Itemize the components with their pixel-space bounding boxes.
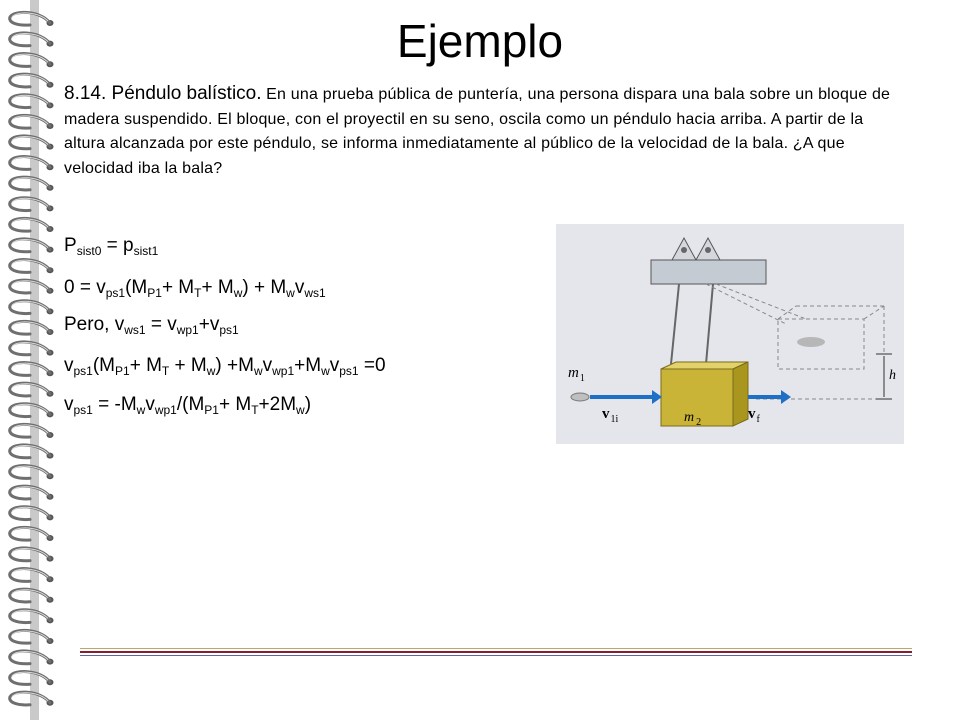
equation-subscript: ps1: [219, 323, 239, 337]
equation-subscript: ws1: [124, 323, 146, 337]
initial-velocity-label: $v_{1i}$: [602, 406, 619, 425]
equation-text: + M: [129, 355, 162, 376]
problem-statement: [64, 82, 909, 181]
bullet: [571, 393, 589, 401]
problem-body: En una prueba pública de puntería, una persona dispara una bala sobre un bloque de madera suspendido. El bloque, con el proyectil en su seno, oscila como un péndulo hacia arriba. A partir de la altura alcanzada por este péndulo, se informa inmediatamente al público de la velocidad de la bala. ¿A que velocidad iba la bala?: [64, 86, 891, 177]
equation-line: [64, 394, 311, 416]
footer-rule-middle: [80, 651, 912, 653]
equation-text: = p: [101, 235, 134, 256]
equation-subscript: w: [233, 286, 243, 300]
footer-rule-top: [80, 648, 912, 649]
equation-text: (M: [92, 355, 116, 376]
equation-text: =0: [358, 355, 386, 376]
equation-subscript: P1: [147, 286, 162, 300]
equation-subscript: sist0: [76, 244, 102, 258]
equation-text: 0 = v: [64, 277, 106, 298]
equation-subscript: ws1: [304, 286, 326, 300]
equation-text: v: [145, 394, 155, 415]
equation-subscript: sist1: [133, 244, 159, 258]
equation-line: [64, 355, 386, 377]
equation-subscript: w: [253, 364, 263, 378]
equation-text: + M: [218, 394, 252, 415]
footer-rule-bottom: [80, 655, 912, 656]
equation-subscript: wp1: [154, 403, 177, 417]
wooden-block: [661, 362, 748, 426]
equation-subscript: P1: [115, 364, 130, 378]
equation-text: +2M: [258, 394, 297, 415]
equation-line: [64, 235, 158, 257]
equation-line: [64, 277, 326, 299]
equation-text: v: [262, 355, 273, 376]
equation-text: v: [64, 394, 74, 415]
problem-lead: 8.14. Péndulo balístico.: [64, 83, 262, 104]
equation-text: Pero, v: [64, 314, 125, 335]
equation-text: +v: [198, 314, 220, 335]
equation-text: + M: [201, 277, 234, 298]
equation-line: [64, 314, 239, 336]
equation-text: + M: [169, 355, 207, 376]
equation-text: v: [329, 355, 340, 376]
equation-subscript: w: [136, 403, 146, 417]
equation-text: ) +M: [215, 355, 254, 376]
equation-subscript: w: [206, 364, 216, 378]
equation-subscript: ps1: [73, 403, 93, 417]
equation-text: + M: [161, 277, 195, 298]
equation-text: ): [304, 394, 312, 415]
equation-subscript: wp1: [176, 323, 199, 337]
equation-subscript: T: [194, 286, 202, 300]
equation-subscript: w: [296, 403, 305, 417]
equation-subscript: T: [251, 403, 259, 417]
equation-subscript: ps1: [73, 364, 93, 378]
bullet-mass-label: $m_1$: [568, 365, 585, 384]
equation-text: P: [64, 235, 77, 256]
slide-title: Ejemplo: [396, 15, 564, 67]
equation-subscript: ps1: [105, 286, 126, 300]
equation-text: ) + M: [242, 277, 287, 298]
spiral-binding: [0, 0, 60, 720]
equation-text: v: [294, 277, 305, 298]
height-label: h: [889, 368, 896, 383]
equation-text: +M: [294, 355, 322, 376]
equation-subscript: w: [321, 364, 330, 378]
equation-text: = -M: [92, 394, 137, 415]
equation-subscript: w: [286, 286, 295, 300]
block-mass-label: m $_2$: [684, 410, 702, 428]
ballistic-pendulum-figure: [556, 224, 904, 444]
equation-text: /(M: [176, 394, 205, 415]
equation-subscript: ps1: [339, 364, 359, 378]
equation-text: v: [64, 355, 74, 376]
equation-subscript: P1: [204, 403, 219, 417]
bullet-in-block-ghost: [797, 337, 825, 347]
equation-subscript: wp1: [272, 364, 295, 378]
equation-text: = v: [145, 314, 177, 335]
equation-subscript: T: [161, 364, 170, 378]
equation-text: (M: [125, 277, 148, 298]
final-velocity-label: $v_f$: [748, 406, 760, 425]
